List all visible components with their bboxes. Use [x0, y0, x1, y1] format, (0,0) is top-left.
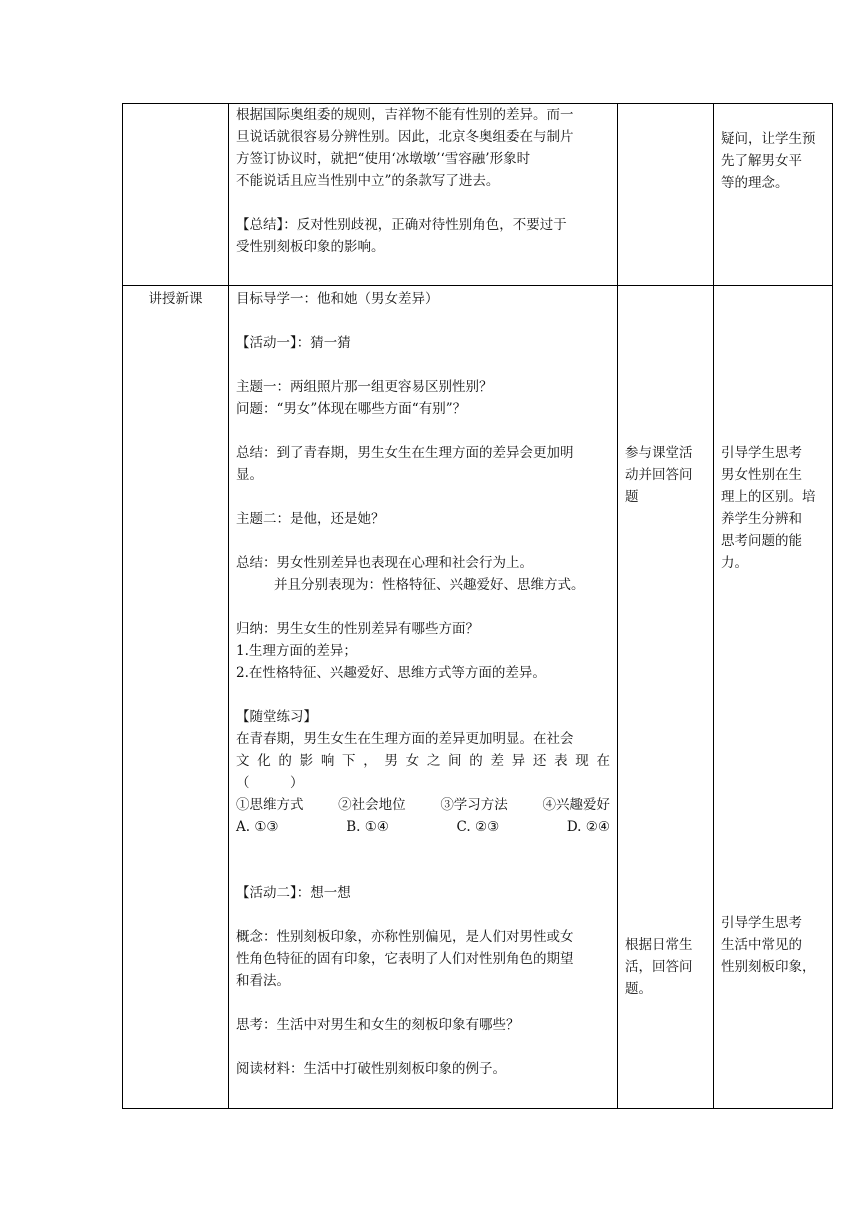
- summary-line: 并且分别表现为：性格特征、兴趣爱好、思维方式。: [274, 577, 585, 593]
- intent-line: 引导学生思考: [721, 445, 802, 461]
- intent-line: 先了解男女平: [721, 153, 802, 169]
- goal-heading: 目标导学一：他和她（男女差异）: [236, 291, 439, 307]
- concept-line: 和看法。: [236, 973, 290, 989]
- intent-line: 理上的区别。培: [721, 489, 816, 505]
- answer-choice: A. ①③: [236, 819, 279, 835]
- content-line: 方签订协议时，就把“使用‘冰墩墩’‘雪容融’形象时: [236, 151, 531, 167]
- summary-line: 总结：到了青春期，男生女生在生理方面的差异会更加明: [236, 445, 574, 461]
- question-line: 问题：“男女”体现在哪些方面“有别”？: [236, 401, 467, 417]
- table-row: [123, 286, 833, 1109]
- lesson-plan-table: [122, 103, 833, 1109]
- practice-question: 文化的影响下，男女之间的差异还表现在: [236, 753, 610, 769]
- content-line: 旦说话就很容易分辨性别。因此，北京冬奥组委在与制片: [236, 129, 574, 145]
- intent-line: 男女性别在生: [721, 467, 802, 483]
- option-item: ③学习方法: [440, 797, 508, 813]
- student-line: 动并回答问: [625, 467, 693, 483]
- student-activity-cell: [618, 104, 714, 286]
- induce-item: 1.生理方面的差异；: [236, 643, 357, 659]
- intent-line: 生活中常见的: [721, 937, 802, 953]
- intent-line: 养学生分辨和: [721, 511, 802, 527]
- topic-line: 主题一：两组照片那一组更容易区别性别？: [236, 379, 493, 395]
- student-line: 根据日常生: [625, 937, 693, 953]
- content-line: 不能说话且应当性别中立”的条款写了进去。: [236, 173, 500, 189]
- student-line: 活，回答问: [625, 959, 693, 975]
- option-item: ②社会地位: [338, 797, 406, 813]
- design-intent-cell: [714, 286, 833, 1109]
- design-intent-cell: [714, 104, 833, 286]
- summary-line: 受性别刻板印象的影响。: [236, 239, 385, 255]
- option-item: ④兴趣爱好: [542, 797, 610, 813]
- intent-line: 思考问题的能: [721, 533, 802, 549]
- content-cell: [229, 104, 618, 286]
- student-activity-cell: [618, 286, 714, 1109]
- stage-cell: [123, 286, 229, 1109]
- intent-line: 引导学生思考: [721, 915, 802, 931]
- table-row: [123, 104, 833, 286]
- answer-choice: B. ①④: [346, 819, 389, 835]
- intent-line: 疑问，让学生预: [721, 131, 816, 147]
- summary-line: 【总结】：反对性别歧视，正确对待性别角色，不要过于: [236, 217, 567, 233]
- summary-line: 总结：男女性别差异也表现在心理和社会行为上。: [236, 555, 533, 571]
- content-line: 根据国际奥组委的规则，吉祥物不能有性别的差异。而一: [236, 107, 574, 123]
- student-line: 题。: [625, 981, 652, 997]
- summary-line: 显。: [236, 467, 263, 483]
- activity-heading: 【活动二】：想一想: [236, 885, 351, 901]
- intent-line: 性别刻板印象，: [721, 959, 816, 975]
- stage-label: 讲授新课: [148, 291, 203, 307]
- induce-item: 2.在性格特征、兴趣爱好、思维方式等方面的差异。: [236, 665, 546, 681]
- stage-cell: [123, 104, 229, 286]
- practice-options: [236, 794, 610, 816]
- answer-choice: D. ②④: [566, 819, 610, 835]
- practice-answers: [236, 816, 610, 838]
- practice-question: 在青春期，男生女生在生理方面的差异更加明显。在社会: [236, 731, 574, 747]
- concept-line: 性角色特征的固有印象，它表明了人们对性别角色的期望: [236, 951, 574, 967]
- intent-line: 力。: [721, 555, 748, 571]
- activity-heading: 【活动一】：猜一猜: [236, 335, 351, 351]
- practice-heading: 【随堂练习】: [236, 709, 317, 725]
- induce-line: 归纳：男生女生的性别差异有哪些方面？: [236, 621, 479, 637]
- content-cell: [229, 286, 618, 1109]
- answer-choice: C. ②③: [456, 819, 500, 835]
- student-line: 参与课堂活: [625, 445, 693, 461]
- option-item: ①思维方式: [236, 797, 304, 813]
- student-line: 题: [625, 489, 639, 505]
- practice-blank: （ ）: [236, 775, 304, 791]
- reading-line: 阅读材料：生活中打破性别刻板印象的例子。: [236, 1061, 506, 1077]
- concept-line: 概念：性别刻板印象，亦称性别偏见，是人们对男性或女: [236, 929, 574, 945]
- intent-line: 等的理念。: [721, 175, 789, 191]
- think-line: 思考：生活中对男生和女生的刻板印象有哪些？: [236, 1017, 520, 1033]
- topic-line: 主题二：是他，还是她？: [236, 511, 385, 527]
